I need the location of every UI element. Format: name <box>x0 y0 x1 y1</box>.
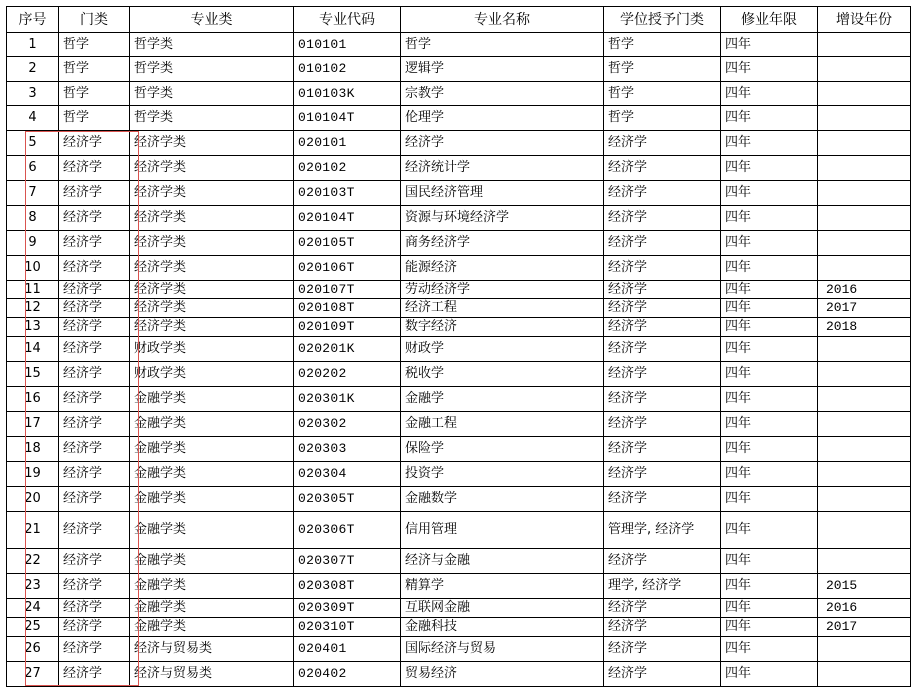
table-row <box>7 599 911 618</box>
cell-degree-category: 经济学 <box>604 637 721 662</box>
cell-index: 18 <box>7 437 59 462</box>
cell-major-class: 金融学类 <box>130 599 294 618</box>
cell-major-class: 经济与贸易类 <box>130 662 294 687</box>
cell-index: 6 <box>7 156 59 181</box>
cell-degree-category: 哲学 <box>604 57 721 82</box>
cell-duration: 四年 <box>721 362 818 387</box>
cell-major-name: 金融学 <box>401 387 604 412</box>
cell-duration: 四年 <box>721 57 818 82</box>
cell-major-name: 经济统计学 <box>401 156 604 181</box>
table-row <box>7 318 911 337</box>
cell-major-name: 贸易经济 <box>401 662 604 687</box>
cell-category: 经济学 <box>59 281 130 299</box>
cell-category: 经济学 <box>59 462 130 487</box>
cell-year-added <box>818 549 911 574</box>
cell-index: 1 <box>7 33 59 57</box>
cell-category: 经济学 <box>59 662 130 687</box>
cell-duration: 四年 <box>721 82 818 106</box>
table-row <box>7 337 911 362</box>
cell-year-added <box>818 387 911 412</box>
cell-major-name: 经济学 <box>401 131 604 156</box>
cell-major-code: 020108T <box>294 299 401 318</box>
cell-category: 哲学 <box>59 33 130 57</box>
cell-major-name: 金融科技 <box>401 618 604 637</box>
cell-major-name: 财政学 <box>401 337 604 362</box>
cell-year-added: 2016 <box>818 281 911 299</box>
table-row <box>7 33 911 57</box>
table-row <box>7 131 911 156</box>
cell-major-class: 经济学类 <box>130 318 294 337</box>
table-row <box>7 462 911 487</box>
cell-category: 经济学 <box>59 549 130 574</box>
cell-major-code: 020103T <box>294 181 401 206</box>
cell-year-added <box>818 512 911 549</box>
col-header-year-added: 增设年份 <box>818 7 911 33</box>
cell-major-class: 金融学类 <box>130 487 294 512</box>
cell-major-class: 经济与贸易类 <box>130 637 294 662</box>
table-row <box>7 57 911 82</box>
cell-degree-category: 经济学 <box>604 256 721 281</box>
cell-degree-category: 经济学 <box>604 487 721 512</box>
cell-major-name: 数字经济 <box>401 318 604 337</box>
cell-major-name: 哲学 <box>401 33 604 57</box>
table-row <box>7 637 911 662</box>
cell-index: 24 <box>7 599 59 618</box>
cell-duration: 四年 <box>721 33 818 57</box>
table-row <box>7 512 911 549</box>
cell-degree-category: 经济学 <box>604 299 721 318</box>
cell-major-code: 020109T <box>294 318 401 337</box>
cell-degree-category: 经济学 <box>604 362 721 387</box>
table-row <box>7 281 911 299</box>
cell-category: 经济学 <box>59 231 130 256</box>
cell-duration: 四年 <box>721 156 818 181</box>
cell-major-class: 金融学类 <box>130 574 294 599</box>
cell-index: 12 <box>7 299 59 318</box>
cell-year-added: 2015 <box>818 574 911 599</box>
cell-index: 11 <box>7 281 59 299</box>
cell-index: 26 <box>7 637 59 662</box>
cell-major-class: 金融学类 <box>130 512 294 549</box>
cell-category: 经济学 <box>59 256 130 281</box>
cell-degree-category: 经济学 <box>604 181 721 206</box>
cell-duration: 四年 <box>721 512 818 549</box>
table-row <box>7 487 911 512</box>
cell-major-code: 020302 <box>294 412 401 437</box>
cell-index: 27 <box>7 662 59 687</box>
table-row <box>7 662 911 687</box>
cell-year-added <box>818 637 911 662</box>
cell-degree-category: 经济学 <box>604 206 721 231</box>
col-header-major-code: 专业代码 <box>294 7 401 33</box>
cell-major-code: 020305T <box>294 487 401 512</box>
cell-category: 经济学 <box>59 574 130 599</box>
cell-year-added <box>818 206 911 231</box>
cell-index: 14 <box>7 337 59 362</box>
cell-major-code: 020306T <box>294 512 401 549</box>
cell-degree-category: 管理学, 经济学 <box>604 512 721 549</box>
cell-major-name: 劳动经济学 <box>401 281 604 299</box>
col-header-duration: 修业年限 <box>721 7 818 33</box>
cell-degree-category: 经济学 <box>604 231 721 256</box>
cell-category: 哲学 <box>59 82 130 106</box>
cell-degree-category: 经济学 <box>604 437 721 462</box>
cell-degree-category: 经济学 <box>604 337 721 362</box>
table-row <box>7 106 911 131</box>
cell-index: 21 <box>7 512 59 549</box>
table-row <box>7 574 911 599</box>
cell-index: 13 <box>7 318 59 337</box>
cell-major-code: 020101 <box>294 131 401 156</box>
cell-major-class: 金融学类 <box>130 462 294 487</box>
cell-major-name: 投资学 <box>401 462 604 487</box>
table-row <box>7 549 911 574</box>
cell-duration: 四年 <box>721 599 818 618</box>
cell-major-name: 宗教学 <box>401 82 604 106</box>
cell-index: 17 <box>7 412 59 437</box>
table-row <box>7 181 911 206</box>
cell-duration: 四年 <box>721 181 818 206</box>
cell-duration: 四年 <box>721 337 818 362</box>
cell-major-code: 020201K <box>294 337 401 362</box>
cell-category: 哲学 <box>59 57 130 82</box>
cell-year-added <box>818 156 911 181</box>
cell-major-code: 010103K <box>294 82 401 106</box>
cell-duration: 四年 <box>721 106 818 131</box>
cell-year-added <box>818 131 911 156</box>
cell-major-name: 互联网金融 <box>401 599 604 618</box>
cell-category: 经济学 <box>59 362 130 387</box>
cell-duration: 四年 <box>721 462 818 487</box>
header-row <box>7 7 911 33</box>
cell-major-name: 逻辑学 <box>401 57 604 82</box>
cell-major-class: 经济学类 <box>130 131 294 156</box>
cell-major-class: 财政学类 <box>130 337 294 362</box>
cell-year-added <box>818 256 911 281</box>
col-header-category: 门类 <box>59 7 130 33</box>
cell-major-name: 金融数学 <box>401 487 604 512</box>
table-row <box>7 618 911 637</box>
cell-year-added: 2018 <box>818 318 911 337</box>
cell-duration: 四年 <box>721 437 818 462</box>
cell-degree-category: 哲学 <box>604 82 721 106</box>
cell-index: 4 <box>7 106 59 131</box>
cell-index: 9 <box>7 231 59 256</box>
cell-year-added <box>818 662 911 687</box>
cell-major-name: 税收学 <box>401 362 604 387</box>
cell-index: 10 <box>7 256 59 281</box>
cell-degree-category: 经济学 <box>604 156 721 181</box>
cell-major-code: 010102 <box>294 57 401 82</box>
cell-major-class: 哲学类 <box>130 106 294 131</box>
table-row <box>7 437 911 462</box>
cell-duration: 四年 <box>721 487 818 512</box>
cell-major-code: 020308T <box>294 574 401 599</box>
cell-major-class: 金融学类 <box>130 412 294 437</box>
cell-category: 经济学 <box>59 131 130 156</box>
table-row <box>7 387 911 412</box>
cell-major-class: 经济学类 <box>130 281 294 299</box>
cell-major-code: 020107T <box>294 281 401 299</box>
cell-duration: 四年 <box>721 281 818 299</box>
table-row <box>7 256 911 281</box>
cell-major-class: 哲学类 <box>130 33 294 57</box>
cell-degree-category: 经济学 <box>604 599 721 618</box>
cell-year-added <box>818 57 911 82</box>
cell-index: 20 <box>7 487 59 512</box>
cell-major-code: 020106T <box>294 256 401 281</box>
cell-major-name: 伦理学 <box>401 106 604 131</box>
cell-major-name: 保险学 <box>401 437 604 462</box>
cell-category: 经济学 <box>59 512 130 549</box>
cell-degree-category: 经济学 <box>604 387 721 412</box>
cell-major-name: 能源经济 <box>401 256 604 281</box>
cell-major-class: 金融学类 <box>130 437 294 462</box>
cell-major-class: 经济学类 <box>130 206 294 231</box>
cell-duration: 四年 <box>721 637 818 662</box>
cell-major-code: 010104T <box>294 106 401 131</box>
cell-year-added <box>818 33 911 57</box>
cell-major-class: 经济学类 <box>130 299 294 318</box>
cell-index: 7 <box>7 181 59 206</box>
cell-major-code: 020104T <box>294 206 401 231</box>
cell-major-code: 020309T <box>294 599 401 618</box>
cell-index: 2 <box>7 57 59 82</box>
cell-duration: 四年 <box>721 299 818 318</box>
cell-category: 经济学 <box>59 206 130 231</box>
cell-category: 经济学 <box>59 181 130 206</box>
cell-major-code: 020307T <box>294 549 401 574</box>
col-header-major-name: 专业名称 <box>401 7 604 33</box>
cell-category: 哲学 <box>59 106 130 131</box>
cell-duration: 四年 <box>721 231 818 256</box>
cell-duration: 四年 <box>721 662 818 687</box>
table-row <box>7 362 911 387</box>
cell-duration: 四年 <box>721 206 818 231</box>
cell-degree-category: 经济学 <box>604 131 721 156</box>
cell-major-code: 020301K <box>294 387 401 412</box>
cell-major-code: 020303 <box>294 437 401 462</box>
majors-table <box>6 6 911 687</box>
cell-year-added: 2017 <box>818 299 911 318</box>
cell-major-name: 精算学 <box>401 574 604 599</box>
cell-degree-category: 经济学 <box>604 462 721 487</box>
cell-degree-category: 经济学 <box>604 318 721 337</box>
cell-duration: 四年 <box>721 549 818 574</box>
table-row <box>7 206 911 231</box>
cell-category: 经济学 <box>59 387 130 412</box>
cell-duration: 四年 <box>721 412 818 437</box>
cell-major-class: 财政学类 <box>130 362 294 387</box>
cell-major-name: 信用管理 <box>401 512 604 549</box>
cell-major-name: 国际经济与贸易 <box>401 637 604 662</box>
cell-category: 经济学 <box>59 299 130 318</box>
cell-category: 经济学 <box>59 618 130 637</box>
cell-year-added <box>818 437 911 462</box>
cell-index: 8 <box>7 206 59 231</box>
cell-duration: 四年 <box>721 131 818 156</box>
cell-duration: 四年 <box>721 387 818 412</box>
cell-major-name: 资源与环境经济学 <box>401 206 604 231</box>
cell-index: 3 <box>7 82 59 106</box>
cell-category: 经济学 <box>59 637 130 662</box>
col-header-index: 序号 <box>7 7 59 33</box>
table-row <box>7 231 911 256</box>
cell-major-class: 金融学类 <box>130 549 294 574</box>
cell-duration: 四年 <box>721 318 818 337</box>
cell-major-name: 商务经济学 <box>401 231 604 256</box>
cell-year-added <box>818 412 911 437</box>
col-header-degree-category: 学位授予门类 <box>604 7 721 33</box>
cell-duration: 四年 <box>721 618 818 637</box>
cell-index: 23 <box>7 574 59 599</box>
cell-major-class: 经济学类 <box>130 181 294 206</box>
cell-degree-category: 经济学 <box>604 662 721 687</box>
cell-major-class: 金融学类 <box>130 387 294 412</box>
cell-degree-category: 经济学 <box>604 281 721 299</box>
cell-degree-category: 经济学 <box>604 412 721 437</box>
cell-degree-category: 经济学 <box>604 549 721 574</box>
cell-degree-category: 经济学 <box>604 618 721 637</box>
cell-major-code: 020105T <box>294 231 401 256</box>
cell-major-class: 哲学类 <box>130 82 294 106</box>
cell-category: 经济学 <box>59 318 130 337</box>
cell-category: 经济学 <box>59 599 130 618</box>
cell-category: 经济学 <box>59 156 130 181</box>
table-row <box>7 82 911 106</box>
cell-year-added <box>818 231 911 256</box>
cell-major-name: 经济工程 <box>401 299 604 318</box>
cell-index: 15 <box>7 362 59 387</box>
cell-year-added <box>818 181 911 206</box>
cell-year-added <box>818 82 911 106</box>
cell-category: 经济学 <box>59 412 130 437</box>
cell-duration: 四年 <box>721 256 818 281</box>
cell-major-code: 020402 <box>294 662 401 687</box>
cell-category: 经济学 <box>59 487 130 512</box>
cell-degree-category: 哲学 <box>604 106 721 131</box>
cell-year-added <box>818 106 911 131</box>
cell-major-code: 010101 <box>294 33 401 57</box>
cell-major-code: 020401 <box>294 637 401 662</box>
cell-major-class: 经济学类 <box>130 256 294 281</box>
cell-year-added <box>818 487 911 512</box>
cell-degree-category: 理学, 经济学 <box>604 574 721 599</box>
cell-index: 19 <box>7 462 59 487</box>
cell-major-class: 哲学类 <box>130 57 294 82</box>
cell-year-added: 2017 <box>818 618 911 637</box>
cell-major-name: 金融工程 <box>401 412 604 437</box>
cell-major-code: 020202 <box>294 362 401 387</box>
cell-major-code: 020310T <box>294 618 401 637</box>
table-row <box>7 412 911 437</box>
cell-index: 5 <box>7 131 59 156</box>
cell-duration: 四年 <box>721 574 818 599</box>
cell-year-added <box>818 462 911 487</box>
cell-category: 经济学 <box>59 437 130 462</box>
cell-major-name: 国民经济管理 <box>401 181 604 206</box>
cell-major-class: 金融学类 <box>130 618 294 637</box>
cell-index: 16 <box>7 387 59 412</box>
cell-major-code: 020102 <box>294 156 401 181</box>
cell-year-added <box>818 337 911 362</box>
cell-year-added <box>818 362 911 387</box>
cell-year-added: 2016 <box>818 599 911 618</box>
cell-category: 经济学 <box>59 337 130 362</box>
cell-index: 25 <box>7 618 59 637</box>
col-header-major-class: 专业类 <box>130 7 294 33</box>
cell-degree-category: 哲学 <box>604 33 721 57</box>
cell-major-class: 经济学类 <box>130 231 294 256</box>
cell-major-name: 经济与金融 <box>401 549 604 574</box>
cell-major-code: 020304 <box>294 462 401 487</box>
table-row <box>7 299 911 318</box>
table-row <box>7 156 911 181</box>
cell-index: 22 <box>7 549 59 574</box>
cell-major-class: 经济学类 <box>130 156 294 181</box>
